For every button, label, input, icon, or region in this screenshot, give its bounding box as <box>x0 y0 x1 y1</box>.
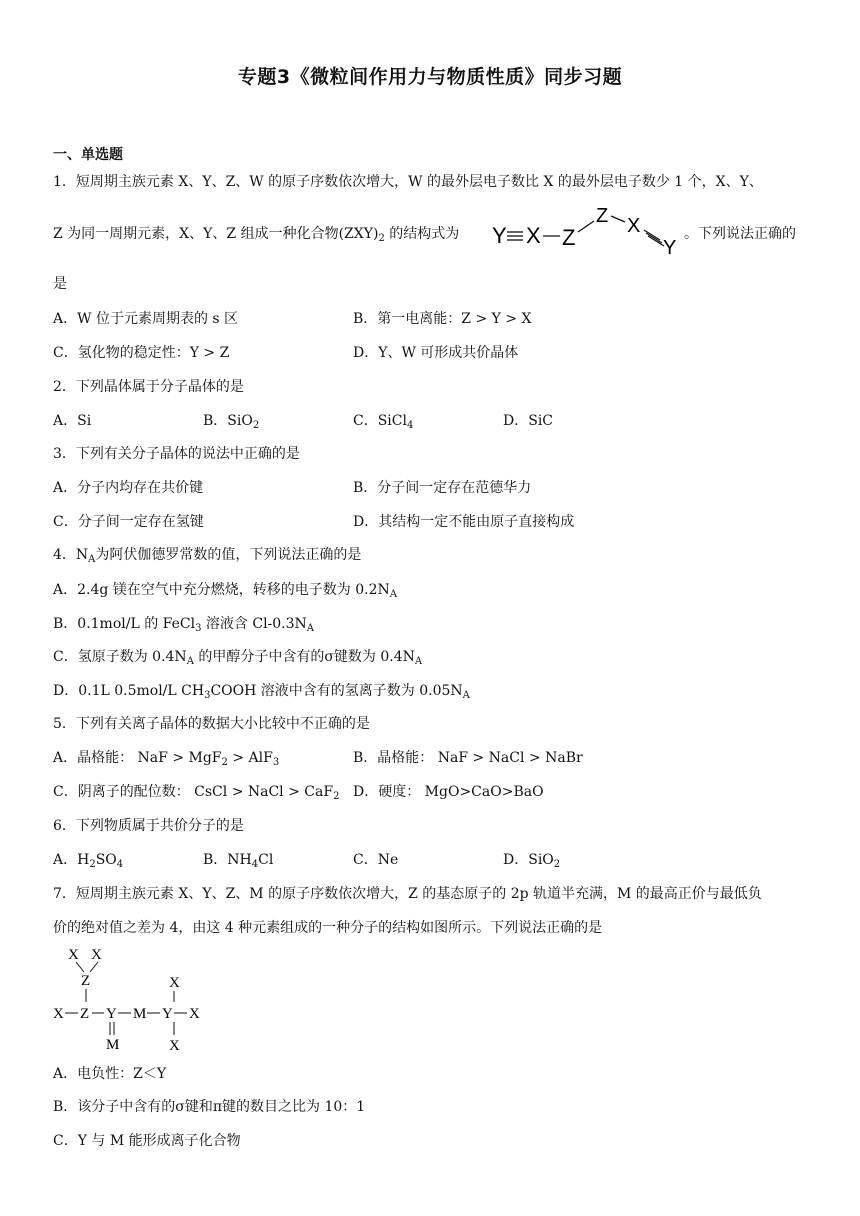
q6-option-a-text2: SO <box>95 852 117 868</box>
q5-option-a-sub2: 3 <box>272 757 280 768</box>
q5-option-a-text2: > AlF <box>227 750 273 766</box>
q7-atom-x-right: X <box>189 1006 200 1022</box>
q1-atom-z1: Z <box>562 225 576 250</box>
q6-option-a <box>53 850 123 870</box>
q7-structure-diagram <box>48 942 218 1060</box>
q4-stem-text2: 为阿伏伽德罗常数的值，下列说法正确的是 <box>95 547 362 563</box>
q6-option-d-sub: 2 <box>553 859 561 870</box>
q7-atom-x-lower: X <box>169 1038 180 1054</box>
q4-option-c <box>53 647 422 667</box>
q4-option-d-sub2: A <box>462 690 470 701</box>
q5-option-c-text: C．阴离子的配位数： CsCl > NaCl > CaF <box>53 784 334 800</box>
q1-option-a: A．W 位于元素周期表的 s 区 <box>53 311 239 327</box>
q4-option-d <box>53 681 470 701</box>
q6-option-a-sub1: 2 <box>89 859 96 870</box>
q6-option-a-sub2: 4 <box>116 859 124 870</box>
q1-atom-y1: Y <box>492 223 507 248</box>
q4-stem <box>53 545 361 565</box>
q4-option-b-sub1: 3 <box>195 623 202 634</box>
q6-option-d-text: D．SiO <box>503 852 554 868</box>
q4-option-d-text2: COOH 溶液中含有的氢离子数为 0.05N <box>210 683 463 699</box>
q1-option-d: D．Y、W 可形成共价晶体 <box>353 345 519 361</box>
q3-stem: 3．下列有关分子晶体的说法中正确的是 <box>53 446 300 462</box>
q6-option-d <box>503 850 560 870</box>
q1-subscript: 2 <box>378 233 385 244</box>
q1-stem-line2 <box>53 224 459 244</box>
q2-option-b-sub: 2 <box>252 420 260 431</box>
q6-option-c: C．Ne <box>353 852 399 868</box>
q4-option-d-text: D．0.1L 0.5mol/L CH <box>53 683 205 699</box>
q7-atom-x-left: X <box>53 1006 64 1022</box>
q1-option-c: C．氢化物的稳定性：Y > Z <box>53 345 230 361</box>
q3-option-d: D．其结构一定不能由原子直接构成 <box>353 514 575 530</box>
q7-stem-line2: 价的绝对值之差为 4，由这 4 种元素组成的一种分子的结构如图所示。下列说法正确的是 <box>53 920 603 936</box>
q7-atom-x-top-right: X <box>91 947 102 963</box>
q6-option-a-text: A．H <box>53 852 90 868</box>
q2-option-b <box>203 411 259 431</box>
q4-option-b-sub2: A <box>306 623 315 634</box>
q4-option-a-text: A．2.4g 镁在空气中充分燃烧，转移的电子数为 0.2N <box>53 582 390 598</box>
q2-option-a: A．Si <box>53 413 92 429</box>
q7-atom-m-mid: M <box>133 1006 147 1022</box>
q5-option-c-sub: 2 <box>333 791 340 802</box>
q5-option-a-sub1: 2 <box>221 757 228 768</box>
q7-atom-z-top: Z <box>81 973 91 989</box>
q5-option-a-text: A．晶格能： NaF > MgF <box>53 750 222 766</box>
q7-atom-y-right: Y <box>162 1006 173 1022</box>
q5-option-b: B．晶格能： NaF > NaCl > NaBr <box>353 750 583 766</box>
q4-option-b-text2: 溶液含 Cl-0.3N <box>201 616 307 632</box>
q5-stem: 5．下列有关离子晶体的数据大小比较中不正确的是 <box>53 716 370 732</box>
q7-option-c: C．Y 与 M 能形成离子化合物 <box>53 1133 241 1149</box>
q6-option-b-text: B．NH <box>203 852 252 868</box>
q7-option-a: A．电负性：Z＜Y <box>53 1066 167 1082</box>
q2-option-b-text: B．SiO <box>203 413 253 429</box>
q4-stem-text: 4．N <box>53 547 89 563</box>
q2-option-c-sub: 4 <box>406 420 414 431</box>
q6-option-b-sub: 4 <box>251 859 259 870</box>
q1-atom-z2: Z <box>596 205 609 227</box>
q1-atom-x1: X <box>526 223 541 248</box>
q6-option-b <box>203 850 273 870</box>
q6-option-b-text2: Cl <box>258 852 274 868</box>
q1-stem-text2: 的结构式为 <box>384 226 460 242</box>
q7-atom-y-mid: Y <box>106 1006 117 1022</box>
q2-option-c-text: C．SiCl <box>353 413 407 429</box>
q1-atom-y2: Y <box>663 237 677 257</box>
q4-option-c-sub2: A <box>414 656 423 667</box>
q5-option-c <box>53 782 339 802</box>
q7-atom-x-upper: X <box>169 975 180 991</box>
q2-stem: 2．下列晶体属于分子晶体的是 <box>53 379 244 395</box>
q4-option-b-text: B．0.1mol/L 的 FeCl <box>53 616 196 632</box>
q4-option-c-text: C．氢原子数为 0.4N <box>53 649 187 665</box>
q5-option-a <box>53 748 279 768</box>
q4-option-c-text2: 的甲醇分子中含有的σ键数为 0.4N <box>193 649 415 665</box>
q3-option-c: C．分子间一定存在氢键 <box>53 514 204 530</box>
q7-atom-x-top-left: X <box>68 947 79 963</box>
q1-stem-end: 。下列说法正确的 <box>684 226 796 242</box>
q2-option-c <box>353 411 413 431</box>
q4-option-b <box>53 614 314 634</box>
q2-option-d: D．SiC <box>503 413 554 429</box>
q3-option-a: A．分子内均存在共价键 <box>53 480 204 496</box>
q1-stem-text: Z 为同一周期元素，X、Y、Z 组成一种化合物(ZXY) <box>53 226 379 242</box>
q4-option-a-sub: A <box>389 589 397 600</box>
q1-atom-x2: X <box>627 215 641 237</box>
q1-stem-line1: 1．短周期主族元素 X、Y、Z、W 的原子序数依次增大，W 的最外层电子数比 X 的最外层电子数少 1 个，X、Y、 <box>53 174 763 190</box>
q4-option-d-sub: 3 <box>204 690 211 701</box>
q4-option-a <box>53 580 397 600</box>
q7-option-b: B．该分子中含有的σ键和π键的数目之比为 10：1 <box>53 1099 366 1115</box>
q1-structure-formula <box>490 205 690 257</box>
q5-option-d: D．硬度： MgO>CaO>BaO <box>353 784 544 800</box>
q1-option-b: B．第一电离能：Z > Y > X <box>353 311 532 327</box>
q4-stem-sub: A <box>88 554 96 565</box>
q1-stem-line3: 是 <box>53 276 67 292</box>
section-heading: 一、单选题 <box>53 147 123 163</box>
q4-option-c-sub1: A <box>186 656 194 667</box>
page-title: 专题3《微粒间作用力与物质性质》同步习题 <box>237 66 623 88</box>
q7-atom-m-bottom: M <box>106 1037 120 1053</box>
q7-stem-line1: 7．短周期主族元素 X、Y、Z、M 的原子序数依次增大，Z 的基态原子的 2p 轨道半充满，M 的最高正价与最低负 <box>53 886 762 902</box>
q6-stem: 6．下列物质属于共价分子的是 <box>53 818 244 834</box>
q7-atom-z-mid: Z <box>80 1006 90 1022</box>
q3-option-b: B．分子间一定存在范德华力 <box>353 480 532 496</box>
